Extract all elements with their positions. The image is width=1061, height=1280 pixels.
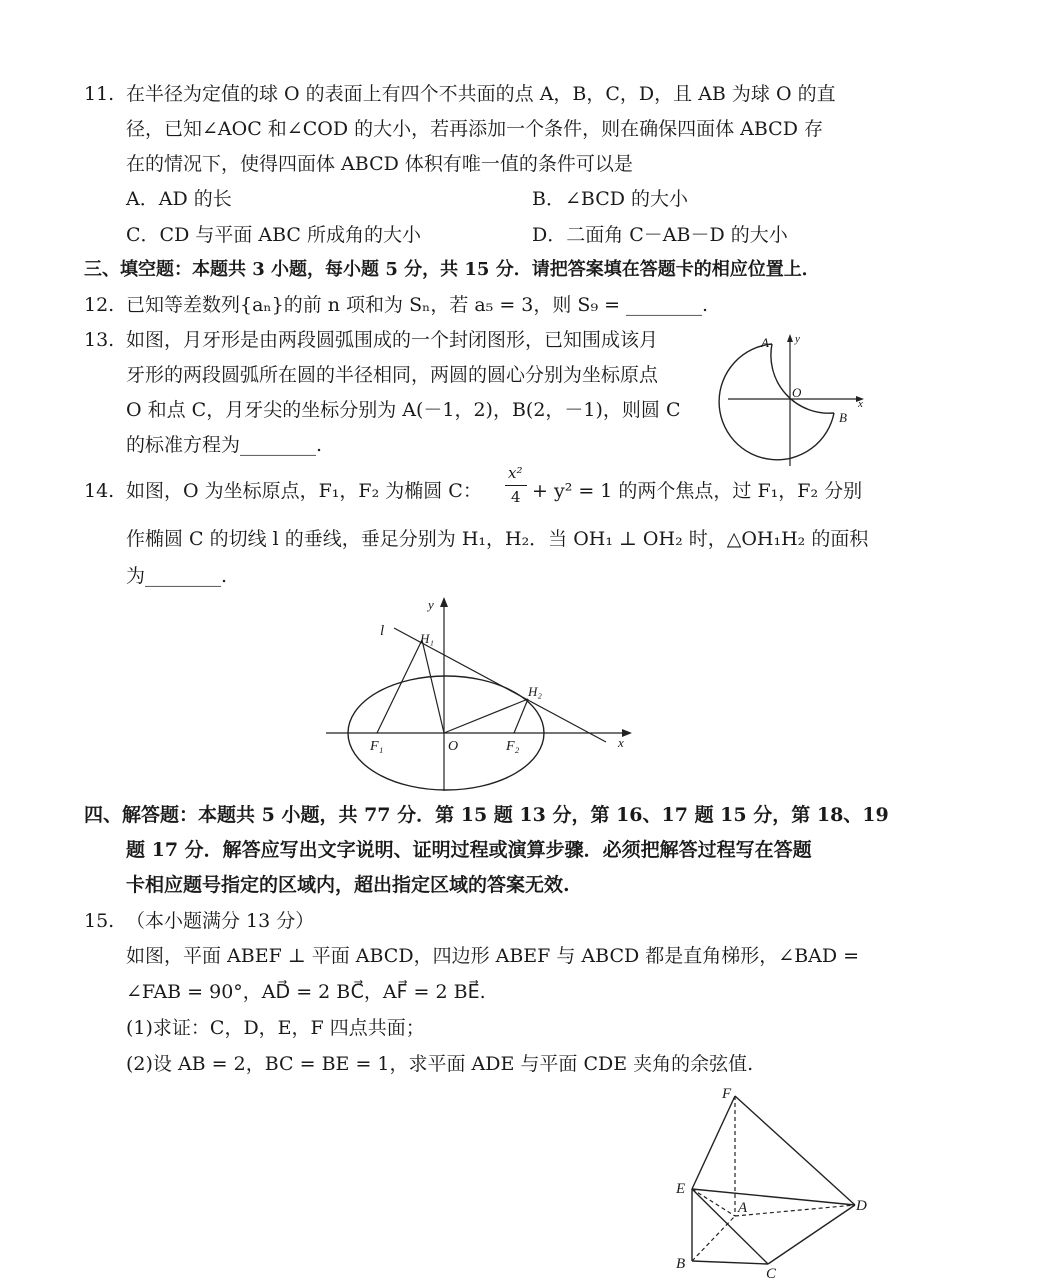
crescent-y-arrow [787, 334, 793, 342]
q14-line-1b: + y² = 1 的两个焦点，过 F₁，F₂ 分别 [532, 480, 863, 502]
edge-b-c [692, 1261, 768, 1264]
ellipse-label-f1: F₁ [370, 739, 384, 754]
q11-option-b: B．∠BCD 的大小 [532, 188, 689, 210]
ellipse-label-f2: F₂ [506, 739, 520, 754]
segment-o-h1 [422, 640, 444, 733]
q11-option-a: A．AD 的长 [126, 188, 232, 210]
crescent-label-o: O [792, 385, 802, 400]
q11-option-c: C．CD 与平面 ABC 所成角的大小 [126, 224, 422, 246]
solid-label-b: B [676, 1256, 686, 1272]
crescent-label-b: B [839, 410, 847, 425]
section-4-line-3: 卡相应题号指定的区域内，超出指定区域的答案无效. [126, 874, 570, 896]
crescent-label-x: x [858, 398, 863, 410]
ellipse-label-x: x [618, 735, 624, 750]
edge-e-f [692, 1096, 735, 1189]
q14-number: 14. [84, 480, 115, 502]
crescent-label-a: A [761, 335, 769, 350]
ellipse-figure [322, 595, 642, 795]
solid-label-e: E [676, 1181, 686, 1197]
q14-line-1a: 如图，O 为坐标原点，F₁，F₂ 为椭圆 C： [126, 480, 482, 502]
q14-fraction-bar [505, 485, 527, 486]
crescent-label-y: y [795, 333, 800, 345]
ellipse-y-arrow [440, 597, 448, 607]
solid-figure [670, 1086, 870, 1280]
q11-option-d: D．二面角 C－AB－D 的大小 [532, 224, 788, 246]
edge-a-d [735, 1205, 855, 1216]
segment-f1-h1 [377, 640, 422, 733]
q15-header: （本小题满分 13 分） [126, 910, 315, 932]
q11-number: 11. [84, 83, 115, 105]
q14-line-2: 作椭圆 C 的切线 l 的垂线，垂足分别为 H₁，H₂．当 OH₁ ⊥ OH₂ 时，△OH₁H₂ 的面积 [126, 528, 869, 550]
solid-label-d: D [856, 1198, 867, 1214]
solid-label-c: C [766, 1266, 777, 1280]
section-3-heading: 三、填空题：本题共 3 小题，每小题 5 分，共 15 分．请把答案填在答题卡的相应位置上． [84, 259, 820, 280]
ellipse-label-l: l [380, 623, 385, 639]
ellipse-label-h2: H₂ [528, 684, 542, 699]
q15-line-2: ∠FAB = 90°，AD⃗ = 2 BC⃗，AF⃗ = 2 BE⃗. [126, 981, 486, 1003]
edge-f-d [735, 1096, 855, 1205]
q11-line-2: 径，已知∠AOC 和∠COD 的大小，若再添加一个条件，则在确保四面体 ABCD 存 [126, 118, 823, 140]
q14-line-3: 为________. [126, 565, 228, 587]
solid-label-f: F [722, 1086, 732, 1102]
q12-number: 12. [84, 294, 115, 316]
q15-number: 15. [84, 910, 115, 932]
q13-line-3: O 和点 C，月牙尖的坐标分别为 A(－1，2)，B(2，－1)，则圆 C [126, 399, 681, 421]
q15-line-1: 如图，平面 ABEF ⊥ 平面 ABCD，四边形 ABEF 与 ABCD 都是直角梯形，∠BAD = [126, 945, 860, 967]
q13-line-2: 牙形的两段圆弧所在圆的半径相同，两圆的圆心分别为坐标原点 [126, 364, 659, 386]
crescent-outer-arc [719, 344, 834, 460]
segment-o-h2 [444, 699, 528, 733]
edge-c-d [768, 1205, 855, 1264]
ellipse-label-o: O [448, 739, 459, 754]
q14-fraction-denominator: 4 [511, 488, 521, 506]
edge-e-c [692, 1189, 768, 1264]
q15-part-2: (2)设 AB = 2，BC = BE = 1，求平面 ADE 与平面 CDE 夹角的余弦值. [126, 1053, 754, 1075]
edge-e-d [692, 1189, 855, 1205]
crescent-inner-arc [771, 344, 834, 413]
q12-text: 已知等差数列{aₙ}的前 n 项和为 Sₙ，若 a₅ = 3，则 S₉ = ________. [126, 294, 709, 316]
crescent-figure [728, 330, 868, 470]
solid-label-a: A [738, 1200, 748, 1216]
ellipse-label-h1: H₁ [420, 631, 434, 646]
q14-fraction-numerator: x² [508, 464, 523, 482]
section-4-line-1: 四、解答题：本题共 5 小题，共 77 分．第 15 题 13 分，第 16、17 题 15 分，第 18、19 [84, 804, 889, 826]
ellipse-label-y: y [428, 597, 434, 612]
section-4-line-2: 题 17 分．解答应写出文字说明、证明过程或演算步骤．必须把解答过程写在答题 [126, 839, 812, 861]
q15-part-1: (1)求证：C，D，E，F 四点共面； [126, 1017, 425, 1039]
q11-line-3: 在的情况下，使得四面体 ABCD 体积有唯一值的条件可以是 [126, 153, 633, 175]
q11-line-1: 在半径为定值的球 O 的表面上有四个不共面的点 A，B，C，D，且 AB 为球 O 的直 [126, 83, 836, 105]
q13-line-4: 的标准方程为________. [126, 434, 323, 456]
edge-b-a [692, 1216, 735, 1261]
q13-line-1: 如图，月牙形是由两段圆弧围成的一个封闭图形，已知围成该月 [126, 329, 659, 351]
q13-number: 13. [84, 329, 115, 351]
